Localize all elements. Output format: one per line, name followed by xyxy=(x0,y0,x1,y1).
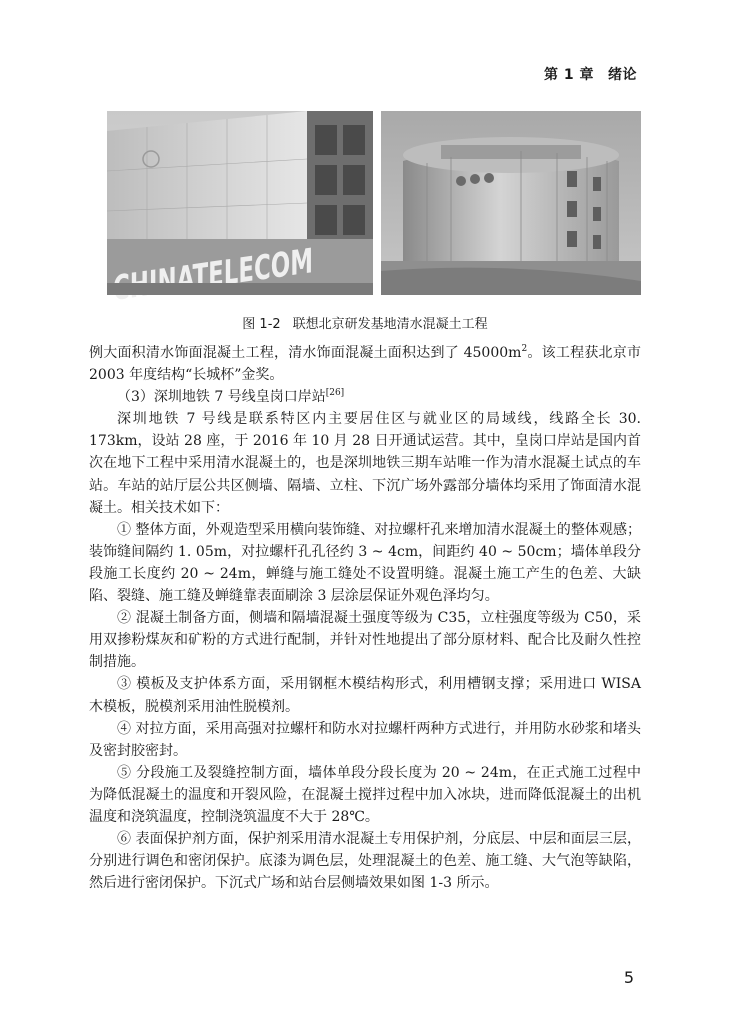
paragraph: ④ 对拉方面，采用高强对拉螺杆和防水对拉螺杆两种方式进行，并用防水砂浆和堵头及密封胶密封。 xyxy=(89,720,641,759)
chapter-title: 绪论 xyxy=(608,67,637,83)
figure-caption xyxy=(0,313,730,332)
paragraph: ⑥ 表面保护剂方面，保护剂采用清水混凝土专用保护剂，分底层、中层和面层三层，分别进行调色和密闭保护。底漆为调色层，处理混凝土的色差、施工缝、大气泡等缺陷，然后进行密闭保护。下沉式广场和站台层侧墙效果如图 1-3 所示。 xyxy=(89,831,641,892)
photo-telecom-building xyxy=(107,111,411,310)
page-number: 5 xyxy=(623,968,634,987)
figure-photos xyxy=(107,111,641,310)
figure-number: 图 1-2 xyxy=(242,317,281,332)
paragraph: ⑤ 分段施工及裂缝控制方面，墙体单段分段长度为 20 ~ 24m，在正式施工过程中为降低混凝土的温度和开裂风险，在混凝土搅拌过程中加入冰块，进而降低混凝土的出机温度和浇筑温度，控制浇筑温度不大于 28℃。 xyxy=(89,764,641,825)
paragraph: ① 整体方面，外观造型采用横向装饰缝、对拉螺杆孔来增加清水混凝土的整体观感；装饰缝间隔约 1. 05m，对拉螺杆孔孔径约 3 ~ 4cm，间距约 40 ~ 50cm；墙体单段分段施工长度约 20 ~ 24m，蝉缝与施工缝处不设置明缝。混凝土施工产生的色差、大缺陷、裂缝、施工缝及蝉缝靠表面刷涂 3 层涂层保证外观色泽均匀。 xyxy=(89,521,641,605)
body-text xyxy=(89,342,641,894)
chapter-number: 第 1 章 xyxy=(544,67,594,83)
paragraph: ② 混凝土制备方面，侧墙和隔墙混凝土强度等级为 C35，立柱强度等级为 C50，采用双掺粉煤灰和矿粉的方式进行配制，并针对性地提出了部分原材料、配合比及耐久性控制措施。 xyxy=(89,610,641,671)
photo-round-building xyxy=(381,111,641,295)
figure-title: 联想北京研发基地清水混凝土工程 xyxy=(292,317,488,332)
telecom-sign-text: CHINATELECOM xyxy=(113,227,411,310)
paragraph: ③ 模板及支护体系方面，采用钢框木模结构形式，利用槽钢支撑；采用进口 WISA 木模板，脱模剂采用油性脱模剂。 xyxy=(89,676,641,715)
paragraph: （3）深圳地铁 7 号线皇岗口岸站[26] xyxy=(117,388,345,406)
paragraph: 深圳地铁 7 号线是联系特区内主要居住区与就业区的局域线，线路全长 30. 173km，设站 28 座，于 2016 年 10 月 28 日开通试运营。其中，皇岗口岸站是国内首次在地下工程中采用清水混凝土的，也是深圳地铁三期车站唯一作为清水混凝土试点的车站。车站的站厅层公共区侧墙、隔墙、立柱、下沉广场外露部分墙体均采用了饰面清水混凝土。相关技术如下： xyxy=(89,411,641,516)
paragraph: 例大面积清水饰面混凝土工程，清水饰面混凝土面积达到了 $45000m^2$。该工程获北京市 2003 年度结构“长城杯”金奖。 xyxy=(89,344,642,384)
running-header xyxy=(544,64,637,84)
